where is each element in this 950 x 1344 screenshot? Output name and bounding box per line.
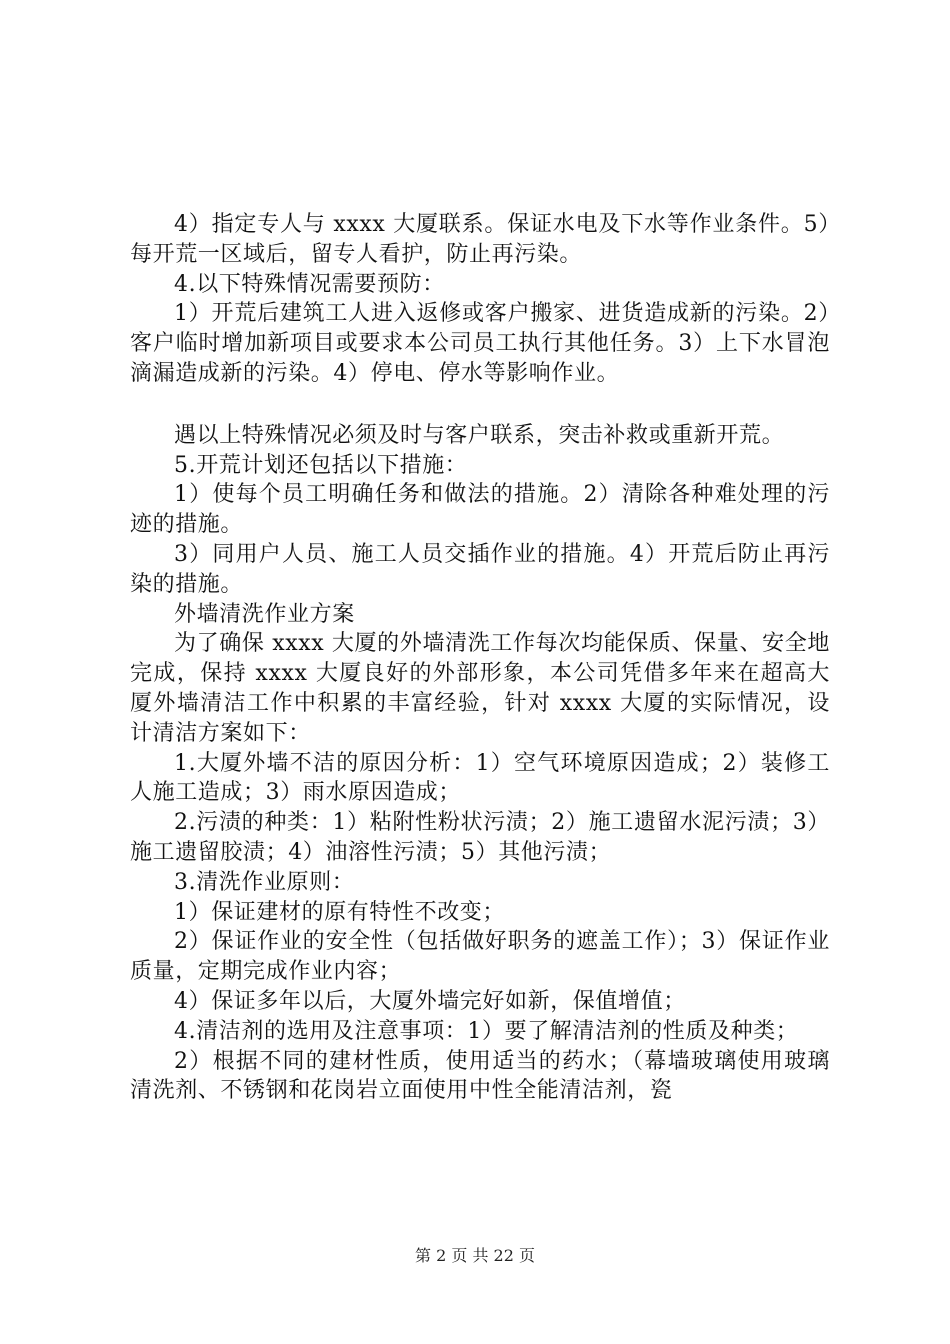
- paragraph-measures-3-4: 3）同用户人员、施工人员交插作业的措施。4）开荒后防止再污染的措施。: [130, 541, 830, 597]
- paragraph-intro: 为了确保 xxxx 大厦的外墙清洗工作每次均能保质、保量、安全地完成，保持 xxxx 大厦良好的外部形象，本公司凭借多年来在超高大厦外墙清洁工作中积累的丰富经验，针对 xxxx 大厦的实际情况，设计清洁方案如下：: [130, 631, 830, 746]
- heading-special-situations: 4.以下特殊情况需要预防：: [174, 271, 445, 297]
- paragraph-special-situations-list: 1）开荒后建筑工人进入返修或客户搬家、进货造成新的污染。2）客户临时增加新项目或要求本公司员工执行其他任务。3）上下水冒泡滴漏造成新的污染。4）停电、停水等影响作业。: [130, 301, 830, 386]
- heading-cleaning-principles: 3.清洗作业原则：: [174, 869, 355, 895]
- paragraph-measures-1-2: 1）使每个员工明确任务和做法的措施。2）清除各种难处理的污迹的措施。: [130, 482, 830, 538]
- paragraph-principle-4: 4）保证多年以后，大厦外墙完好如新，保值增值；: [174, 988, 686, 1014]
- paragraph-detergent-selection: 4.清洁剂的选用及注意事项：1）要了解清洁剂的性质及种类；: [174, 1018, 799, 1044]
- paragraph-contact-client: 遇以上特殊情况必须及时与客户联系，突击补救或重新开荒。: [174, 422, 785, 448]
- paragraph-detergent-usage: 2）根据不同的建材性质，使用适当的药水；（幕墙玻璃使用玻璃清洗剂、不锈钢和花岗岩立面使用中性全能清洁剂，瓷: [130, 1048, 830, 1104]
- page-number-footer: 第 2 页 共 22 页: [415, 1246, 535, 1265]
- paragraph-principle-1: 1）保证建材的原有特性不改变；: [174, 899, 505, 925]
- document-body: [130, 210, 830, 1106]
- paragraph-cause-analysis: 1.大厦外墙不洁的原因分析：1）空气环境原因造成；2）装修工人施工造成；3）雨水原因造成；: [130, 750, 830, 806]
- heading-plan-measures: 5.开荒计划还包括以下措施：: [174, 452, 468, 478]
- paragraph-site-contact: 4）指定专人与 xxxx 大厦联系。保证水电及下水等作业条件。5）每开荒一区域后，留专人看护，防止再污染。: [130, 212, 830, 267]
- paragraph-stain-types: 2.污渍的种类：1）粘附性粉状污渍；2）施工遗留水泥污渍；3）施工遗留胶渍；4）油溶性污渍；5）其他污渍；: [130, 810, 830, 865]
- section-title-exterior-wall: 外墙清洗作业方案: [174, 601, 355, 627]
- paragraph-principle-2-3: 2）保证作业的安全性（包括做好职务的遮盖工作）；3）保证作业质量，定期完成作业内容；: [130, 929, 830, 985]
